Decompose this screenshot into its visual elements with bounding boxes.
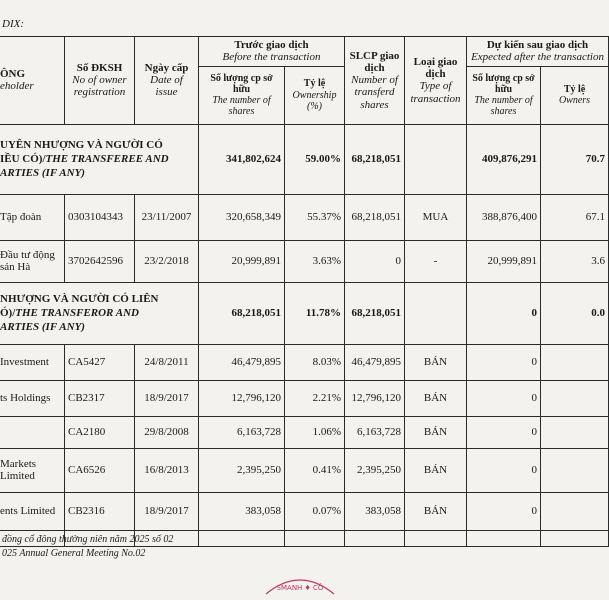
table-row — [0, 492, 609, 530]
transaction-table — [0, 36, 609, 547]
owner-registration: CB2317 — [65, 380, 135, 416]
issue-date: 18/9/2017 — [135, 380, 199, 416]
ratio-before: 3.63% — [285, 240, 345, 282]
transferred-shares: 2,395,250 — [345, 448, 405, 492]
ratio-after — [541, 344, 609, 380]
group-ratio-after: 0.0 — [541, 282, 609, 344]
transaction-type: BÁN — [405, 492, 467, 530]
group-ratio-after: 70.7 — [541, 124, 609, 194]
owner-registration: CA2180 — [65, 416, 135, 448]
owner-registration: 3702642596 — [65, 240, 135, 282]
shares-after: 388,876,400 — [467, 194, 541, 240]
stamp-text: SMANH ♦ CÔ — [276, 584, 324, 592]
owner-registration: CA6526 — [65, 448, 135, 492]
group-label: NHƯỢNG VÀ NGƯỜI CÓ LIÊN Ó)/THE TRANSFEROR AND ARTIES (IF ANY) — [0, 282, 199, 344]
header-ratio-before: Tỷ lệ Ownership (%) — [285, 66, 345, 124]
seal-stamp-icon — [262, 572, 338, 596]
group-transferred: 68,218,051 — [345, 124, 405, 194]
ratio-before: 0.41% — [285, 448, 345, 492]
group-ratio-before: 59.00% — [285, 124, 345, 194]
header-shareholder: ÔNG eholder — [0, 37, 65, 125]
ratio-before: 1.06% — [285, 416, 345, 448]
group-shares-before: 68,218,051 — [199, 282, 285, 344]
shares-after: 0 — [467, 344, 541, 380]
group-shares-before: 341,802,624 — [199, 124, 285, 194]
header-transferred-shares: SLCP giao dịch Number of transferd shares — [345, 37, 405, 125]
appendix-label: DIX: — [2, 18, 24, 30]
shares-after: 0 — [467, 380, 541, 416]
issue-date: 23/11/2007 — [135, 194, 199, 240]
ratio-before: 0.07% — [285, 492, 345, 530]
transaction-type: BÁN — [405, 448, 467, 492]
shares-after: 0 — [467, 416, 541, 448]
shares-before: 6,163,728 — [199, 416, 285, 448]
shares-before: 383,058 — [199, 492, 285, 530]
shareholder-name: ents Limited — [0, 492, 65, 530]
group-row-transferee — [0, 124, 609, 194]
transaction-type: BÁN — [405, 344, 467, 380]
ratio-before: 55.37% — [285, 194, 345, 240]
table-row — [0, 240, 609, 282]
header-after-transaction: Dự kiến sau giao dịch Expected after the transaction — [467, 37, 609, 67]
transferred-shares: 12,796,120 — [345, 380, 405, 416]
table-row — [0, 448, 609, 492]
ratio-before: 8.03% — [285, 344, 345, 380]
owner-registration: CA5427 — [65, 344, 135, 380]
shareholder-name: Investment — [0, 344, 65, 380]
group-row-transferor — [0, 282, 609, 344]
ratio-after — [541, 380, 609, 416]
issue-date: 18/9/2017 — [135, 492, 199, 530]
transferred-shares: 46,479,895 — [345, 344, 405, 380]
issue-date: 23/2/2018 — [135, 240, 199, 282]
ratio-after: 3.6 — [541, 240, 609, 282]
group-transferred: 68,218,051 — [345, 282, 405, 344]
footnote-en: 025 Annual General Meeting No.02 — [2, 548, 146, 559]
group-label: UYÊN NHƯỢNG VÀ NGƯỜI CÓ IỀU CÓ)/THE TRANSFEREE AND ARTIES (IF ANY) — [0, 124, 199, 194]
shares-before: 320,658,349 — [199, 194, 285, 240]
shareholder-name: Markets Limited — [0, 448, 65, 492]
header-before-transaction: Trước giao dịch Before the transaction — [199, 37, 345, 67]
issue-date: 16/8/2013 — [135, 448, 199, 492]
transferred-shares: 0 — [345, 240, 405, 282]
group-ratio-before: 11.78% — [285, 282, 345, 344]
shares-after: 20,999,891 — [467, 240, 541, 282]
header-shares-after: Số lượng cp sở hữu The number of shares — [467, 66, 541, 124]
ratio-after — [541, 448, 609, 492]
footnote-vi: đồng cổ đông thường niên năm 2025 số 02 — [2, 534, 174, 545]
header-date-of-issue: Ngày cấp Date of issue — [135, 37, 199, 125]
transaction-type: BÁN — [405, 380, 467, 416]
shareholder-name: Tập đoàn — [0, 194, 65, 240]
ratio-before: 2.21% — [285, 380, 345, 416]
table-row — [0, 416, 609, 448]
group-shares-after: 409,876,291 — [467, 124, 541, 194]
table-row — [0, 380, 609, 416]
ratio-after: 67.1 — [541, 194, 609, 240]
shares-before: 2,395,250 — [199, 448, 285, 492]
shareholder-name — [0, 416, 65, 448]
ratio-after — [541, 416, 609, 448]
issue-date: 29/8/2008 — [135, 416, 199, 448]
transaction-type: - — [405, 240, 467, 282]
header-transaction-type: Loại giao dịch Type of transaction — [405, 37, 467, 125]
shares-after: 0 — [467, 448, 541, 492]
shares-before: 12,796,120 — [199, 380, 285, 416]
transferred-shares: 6,163,728 — [345, 416, 405, 448]
header-ratio-after: Tỷ lệ Owners — [541, 66, 609, 124]
table-row — [0, 344, 609, 380]
shares-before: 46,479,895 — [199, 344, 285, 380]
issue-date: 24/8/2011 — [135, 344, 199, 380]
owner-registration: 0303104343 — [65, 194, 135, 240]
transferred-shares: 383,058 — [345, 492, 405, 530]
owner-registration: CB2316 — [65, 492, 135, 530]
shareholder-name: ts Holdings — [0, 380, 65, 416]
table-row — [0, 194, 609, 240]
group-shares-after: 0 — [467, 282, 541, 344]
transferred-shares: 68,218,051 — [345, 194, 405, 240]
header-owner-registration: Số ĐKSH No of owner registration — [65, 37, 135, 125]
transaction-type: MUA — [405, 194, 467, 240]
shares-before: 20,999,891 — [199, 240, 285, 282]
transaction-type: BÁN — [405, 416, 467, 448]
ratio-after — [541, 492, 609, 530]
header-shares-before: Số lượng cp sở hữu The number of shares — [199, 66, 285, 124]
shareholder-name: Đầu tư động sản Hà — [0, 240, 65, 282]
shares-after: 0 — [467, 492, 541, 530]
